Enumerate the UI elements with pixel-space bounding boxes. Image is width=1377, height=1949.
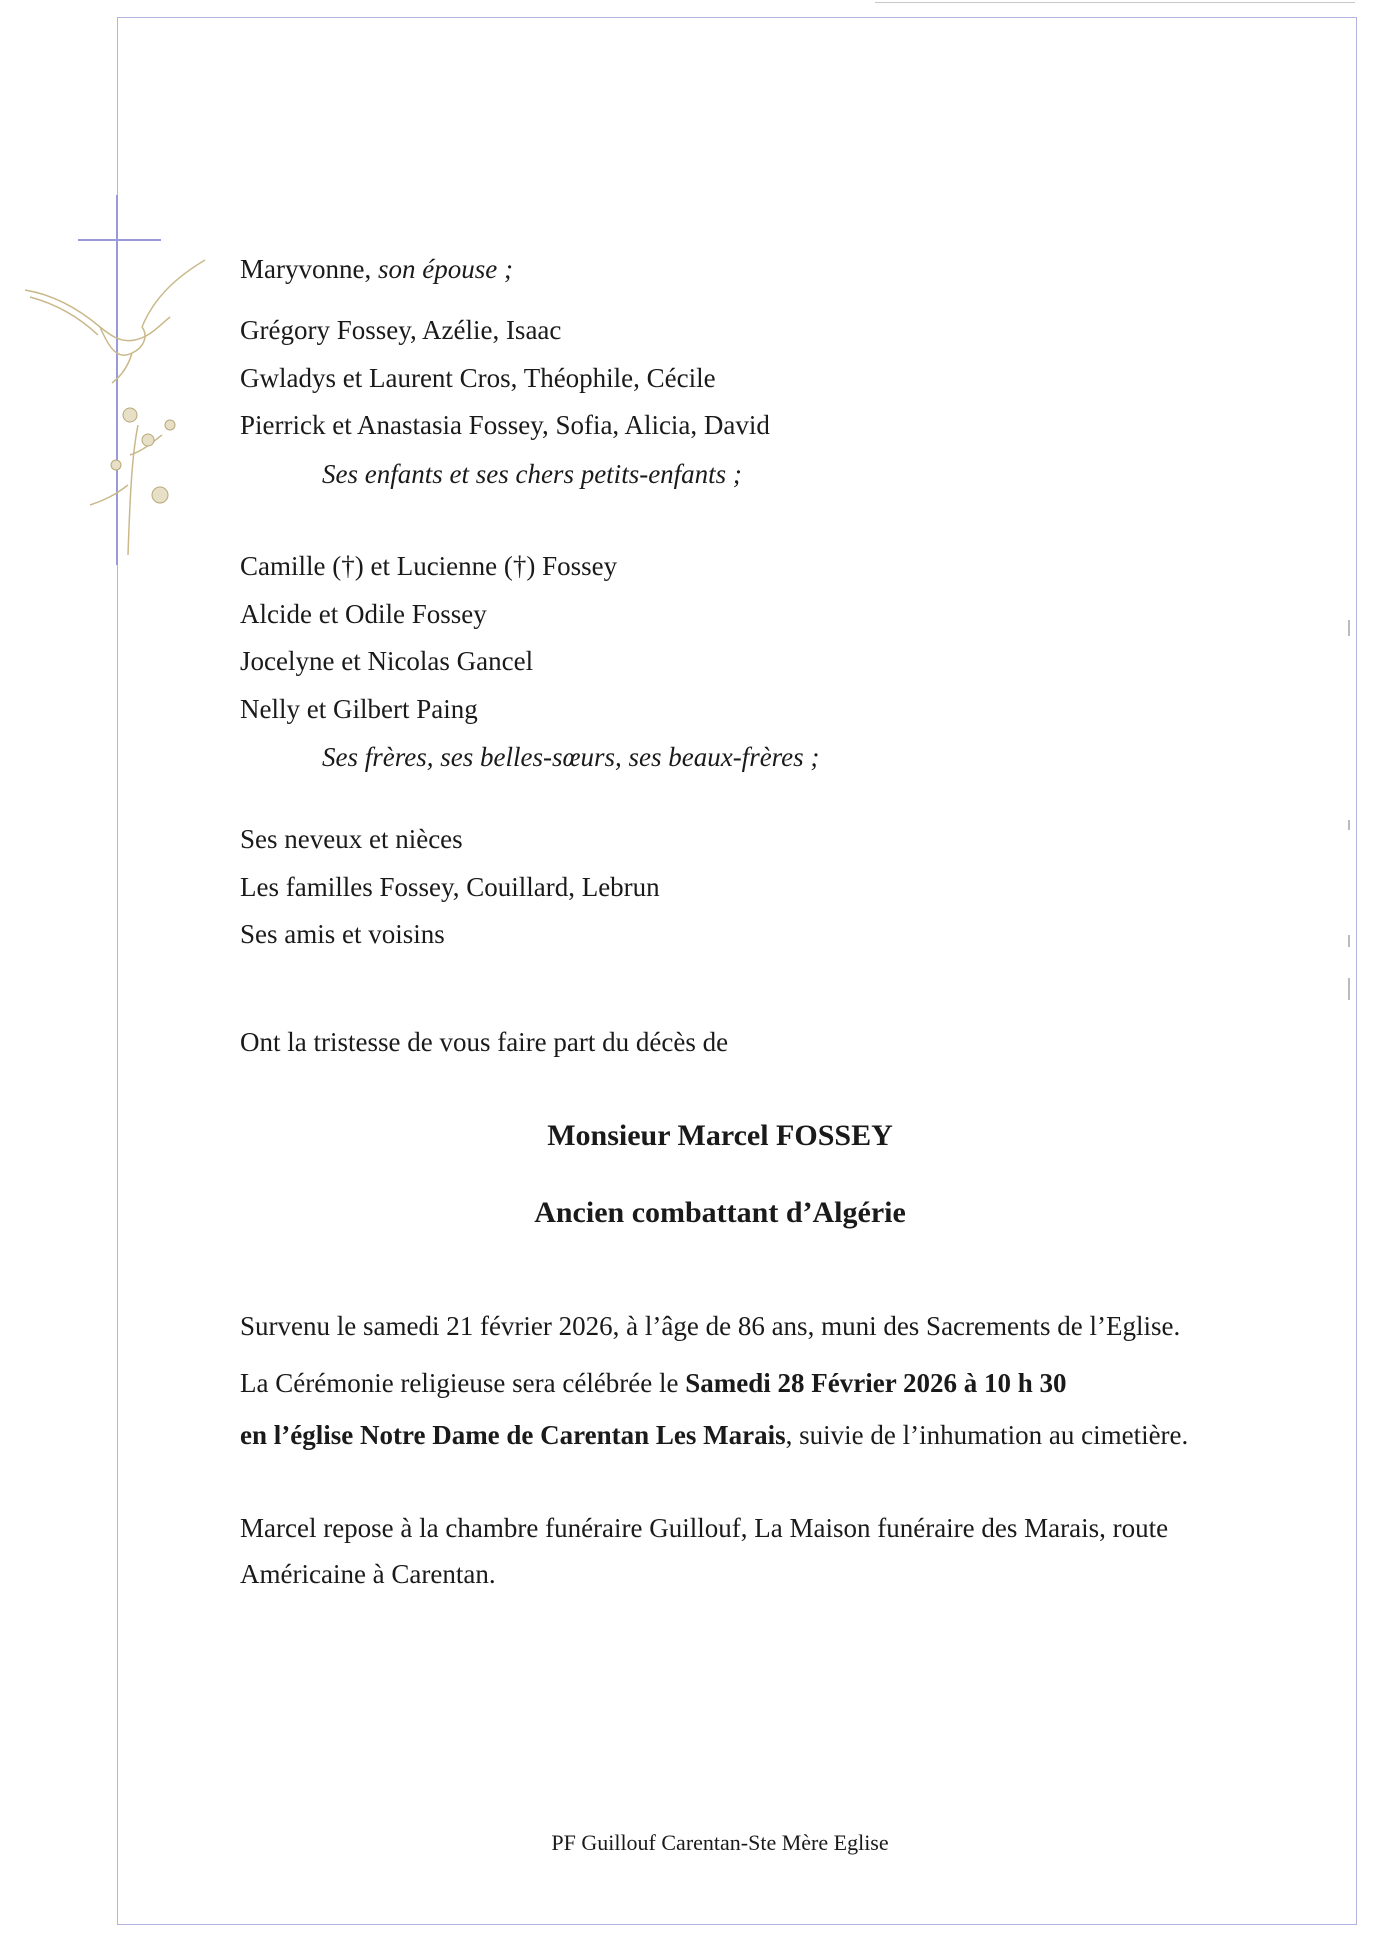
deceased-title: Ancien combattant d’Algérie xyxy=(534,1196,906,1229)
sibling-line-3: Jocelyne et Nicolas Gancel xyxy=(240,646,534,676)
announcement-text: Ont la tristesse de vous faire part du décès de xyxy=(240,1027,729,1057)
siblings-caption: Ses frères, ses belles-sœurs, ses beaux-frères ; xyxy=(322,742,820,772)
top-scan-line xyxy=(875,2,1355,3)
child-line-3: Pierrick et Anastasia Fossey, Sofia, Alicia, David xyxy=(240,410,770,440)
child-line-2: Gwladys et Laurent Cros, Théophile, Cécile xyxy=(240,363,716,393)
sibling-line-1: Camille (†) et Lucienne (†) Fossey xyxy=(240,551,618,581)
scan-speck xyxy=(1348,820,1350,830)
ceremony-place: en l’église Notre Dame de Carentan Les Marais xyxy=(240,1420,786,1450)
child-line-1: Grégory Fossey, Azélie, Isaac xyxy=(240,315,562,345)
scan-speck xyxy=(1348,935,1350,947)
spouse-line xyxy=(240,256,513,283)
ceremony-suffix: , suivie de l’inhumation au cimetière. xyxy=(785,1420,1189,1450)
funeral-home-footer: PF Guillouf Carentan-Ste Mère Eglise xyxy=(551,1830,889,1855)
page-border xyxy=(117,17,1357,1925)
cross-bar xyxy=(78,239,161,241)
ceremony-line-1 xyxy=(240,1370,1066,1397)
dove-flower-icon xyxy=(20,255,220,575)
rest-place-line-2: Américaine à Carentan. xyxy=(240,1559,496,1589)
sibling-line-4: Nelly et Gilbert Paing xyxy=(240,694,478,724)
ceremony-intro: La Cérémonie religieuse sera célébrée le xyxy=(240,1368,686,1398)
ceremony-line-2 xyxy=(240,1422,1188,1449)
others-line-1: Ses neveux et nièces xyxy=(240,824,463,854)
sibling-line-2: Alcide et Odile Fossey xyxy=(240,599,487,629)
scan-speck xyxy=(1348,978,1350,1000)
spouse-name: Maryvonne, xyxy=(240,254,372,284)
children-caption: Ses enfants et ses chers petits-enfants ; xyxy=(322,459,742,489)
death-info: Survenu le samedi 21 février 2026, à l’âge de 86 ans, muni des Sacrements de l’Eglise. xyxy=(240,1311,1181,1341)
ceremony-datetime: Samedi 28 Février 2026 à 10 h 30 xyxy=(685,1368,1067,1398)
deceased-name: Monsieur Marcel FOSSEY xyxy=(547,1119,893,1152)
rest-place-line-1: Marcel repose à la chambre funéraire Guillouf, La Maison funéraire des Marais, route xyxy=(240,1513,1169,1543)
others-line-2: Les familles Fossey, Couillard, Lebrun xyxy=(240,872,660,902)
others-line-3: Ses amis et voisins xyxy=(240,919,445,949)
spouse-relation: son épouse ; xyxy=(377,254,513,284)
scan-speck xyxy=(1348,620,1350,636)
